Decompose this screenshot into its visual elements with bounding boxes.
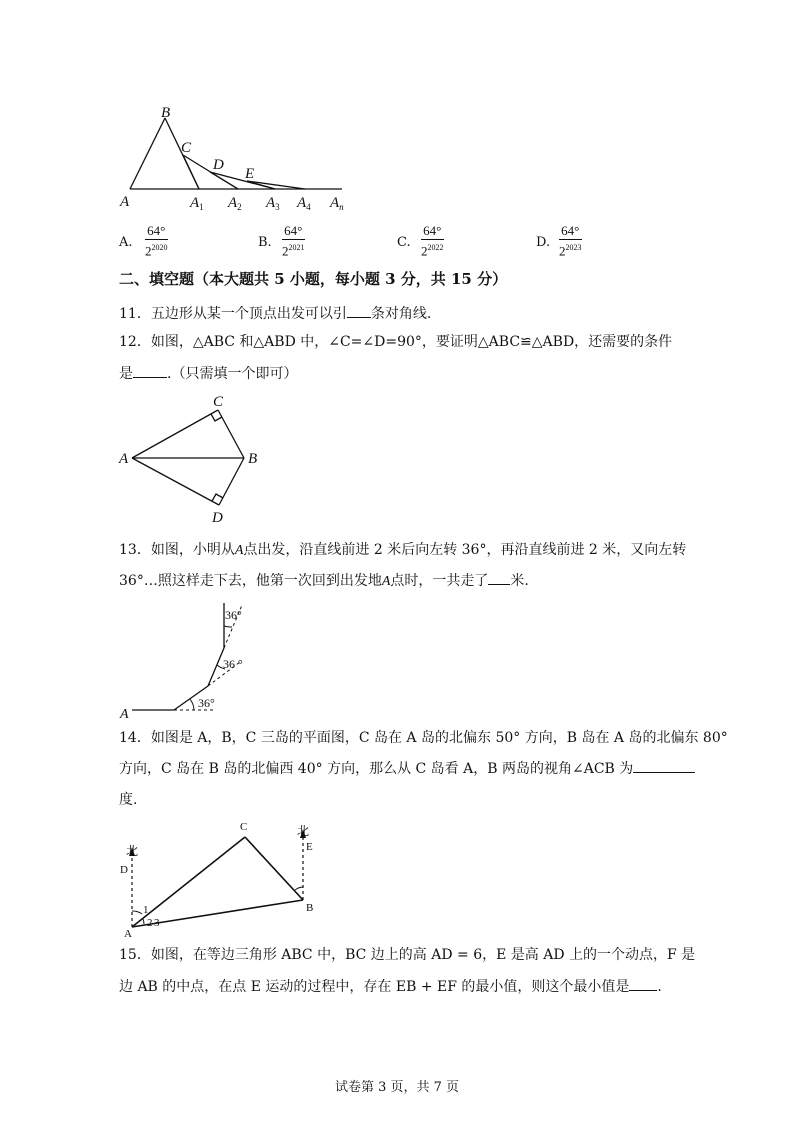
q12-figure [110, 388, 270, 528]
option-a-fraction: $\frac{64^\circ}{2^{2020}}$ [145, 223, 168, 259]
option-c-fraction: $\frac{64^\circ}{2^{2022}}$ [421, 223, 444, 259]
label-A1: $A_1$ [190, 195, 204, 212]
question-12-line-2: 是 .（只需填一个即可） [119, 363, 297, 384]
angle-label-1: 36° [225, 608, 242, 622]
label-An: $A_n$ [330, 195, 344, 212]
question-13-line-2: 36°…照这样走下去，他第一次回到出发地A点时，一共走了 米. [119, 570, 529, 592]
answer-blank-14[interactable] [633, 758, 695, 773]
north-label-left: 北 [126, 844, 139, 858]
label-C: C [213, 394, 224, 410]
page-footer: 试卷第 3 页，共 7 页 [334, 1080, 460, 1095]
label-A2: $A_2$ [228, 195, 242, 212]
angle-1: 1 [143, 904, 149, 916]
question-15-line-1: 15．如图，在等边三角形 ABC 中，BC 边上的高 AD = 6，E 是高 AD 上的一个动点，F 是 [119, 947, 696, 963]
option-d-fraction: $\frac{64^\circ}{2^{2023}}$ [559, 223, 582, 259]
angle-2: 2 [147, 917, 153, 929]
label-B: B [306, 902, 314, 914]
label-A3: $A_3$ [266, 195, 280, 212]
label-D: D [213, 157, 224, 173]
label-A: A [120, 707, 129, 722]
label-A: A [124, 928, 132, 940]
option-b-letter: B. [258, 235, 272, 250]
question-12-line-1: 12．如图，△ABC 和△ABD 中，∠C=∠D=90°，要证明△ABC≌△ABD，还需要的条件 [119, 334, 673, 350]
question-14-line-3: 度. [119, 792, 138, 808]
label-D: D [120, 864, 128, 876]
question-15-line-2: 边 AB 的中点，在点 E 运动的过程中，存在 EB + EF 的最小值，则这个最小值是 . [119, 976, 662, 997]
angle-3: 3 [154, 917, 160, 929]
option-d-letter: D. [536, 235, 551, 250]
label-A: A [120, 194, 130, 210]
label-A: A [119, 451, 129, 467]
north-label-right: 北 [297, 824, 310, 838]
label-C: C [181, 140, 192, 156]
question-11: 11．五边形从某一个顶点出发可以引 条对角线. [119, 303, 431, 324]
label-D: D [212, 510, 223, 526]
answer-blank-11[interactable] [347, 303, 371, 318]
answer-blank-12[interactable] [133, 363, 167, 378]
question-14-line-1: 14．如图是 A，B，C 三岛的平面图，C 岛在 A 岛的北偏东 50° 方向，B 岛在 A 岛的北偏东 80° [119, 730, 728, 746]
angle-label-2: 36 ° [223, 657, 243, 671]
label-E: E [245, 166, 255, 182]
angle-label-3: 36° [198, 696, 215, 710]
label-E: E [306, 841, 313, 853]
option-c-letter: C. [397, 235, 411, 250]
label-B: B [248, 451, 258, 467]
q14-figure [110, 815, 330, 940]
option-a-letter: A. [119, 235, 133, 250]
label-C: C [240, 821, 248, 833]
section-2-title: 二、填空题（本大题共 5 小题，每小题 3 分，共 15 分） [119, 270, 508, 288]
label-A4: $A_4$ [297, 195, 311, 212]
q13-figure [110, 598, 270, 723]
question-13-line-1: 13．如图，小明从A点出发，沿直线前进 2 米后向左转 36°，再沿直线前进 2 米，又向左转 [119, 542, 687, 558]
label-B: B [161, 105, 171, 121]
q10-figure [110, 100, 370, 215]
answer-blank-15[interactable] [629, 976, 657, 991]
answer-blank-13[interactable] [488, 570, 510, 585]
question-14-line-2: 方向，C 岛在 B 岛的北偏西 40° 方向，那么从 C 岛看 A，B 两岛的视角∠ACB 为 [119, 758, 695, 779]
option-b-fraction: $\frac{64^\circ}{2^{2021}}$ [282, 223, 305, 259]
